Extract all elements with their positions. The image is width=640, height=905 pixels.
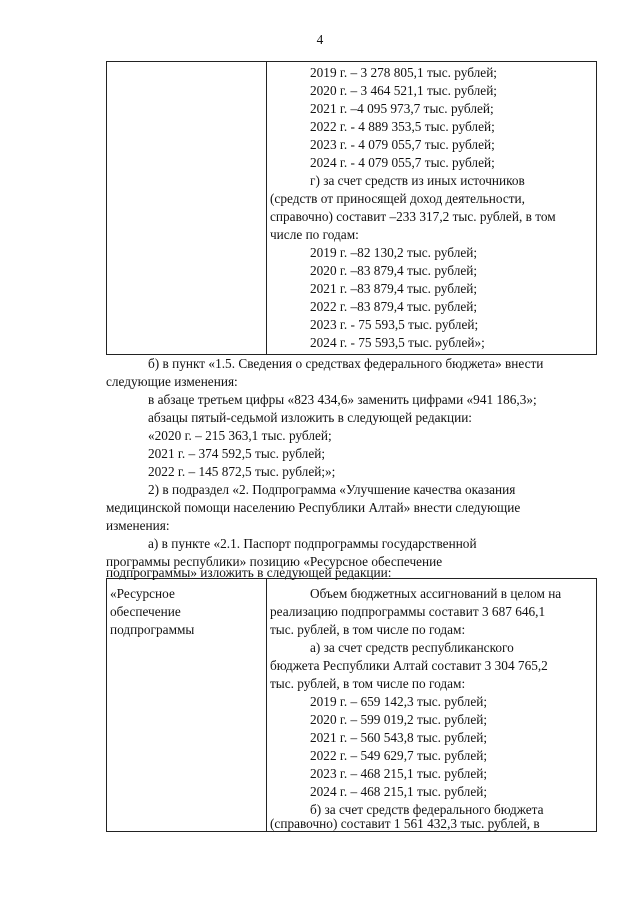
table-line: 2021 г. – 560 543,8 тыс. рублей; — [310, 730, 488, 745]
table-line: 2024 г. – 468 215,1 тыс. рублей; — [310, 784, 488, 799]
table-label-line: «Ресурсное — [110, 586, 175, 601]
table-line: 2023 г. - 75 593,5 тыс. рублей; — [310, 317, 479, 332]
table-line: 2024 г. - 75 593,5 тыс. рублей»; — [310, 335, 485, 350]
table-line: 2023 г. – 468 215,1 тыс. рублей; — [310, 766, 488, 781]
table-line: Объем бюджетных ассигнований в целом на — [310, 586, 562, 601]
paragraph-line: 2) в подраздел «2. Подпрограмма «Улучшение качества оказания — [148, 482, 516, 497]
table-line: 2019 г. –82 130,2 тыс. рублей; — [310, 245, 478, 260]
table-line: 2021 г. –83 879,4 тыс. рублей; — [310, 281, 478, 296]
paragraph-line: абзацы пятый-седьмой изложить в следующей редакции: — [148, 410, 473, 425]
paragraph-line: б) в пункт «1.5. Сведения о средствах федерального бюджета» внести — [148, 356, 544, 371]
table-line: (средств от приносящей доход деятельности, — [270, 191, 525, 206]
table-line: б) за счет средств федерального бюджета — [310, 802, 544, 817]
table-line: числе по годам: — [270, 227, 359, 242]
paragraph-line: изменения: — [106, 518, 170, 533]
table-line: 2019 г. – 659 142,3 тыс. рублей; — [310, 694, 488, 709]
table-line: справочно) составит –233 317,2 тыс. рублей, в том — [270, 209, 556, 224]
table-line: тыс. рублей, в том числе по годам: — [270, 622, 466, 637]
table-line: тыс. рублей, в том числе по годам: — [270, 676, 466, 691]
table-left-cell — [107, 579, 267, 831]
table-line: бюджета Республики Алтай составит 3 304 765,2 — [270, 658, 548, 673]
table-line: 2020 г. – 599 019,2 тыс. рублей; — [310, 712, 488, 727]
table-line: а) за счет средств республиканского — [310, 640, 514, 655]
paragraph-line: программы республики» позицию «Ресурсное обеспечение — [106, 554, 443, 569]
table-line: 2023 г. - 4 079 055,7 тыс. рублей; — [310, 137, 495, 152]
page-number: 4 — [316, 32, 324, 47]
table-line: 2021 г. –4 095 973,7 тыс. рублей; — [310, 101, 494, 116]
paragraph-line: 2022 г. – 145 872,5 тыс. рублей;»; — [148, 464, 336, 479]
paragraph-line: в абзаце третьем цифры «823 434,6» заменить цифрами «941 186,3»; — [148, 392, 537, 407]
paragraph-line: подпрограммы» изложить в следующей редакции: — [106, 565, 392, 580]
table-line: 2022 г. - 4 889 353,5 тыс. рублей; — [310, 119, 495, 134]
table-label-line: обеспечение — [110, 604, 181, 619]
resource-table — [106, 578, 597, 832]
table-label-line: подпрограммы — [110, 622, 195, 637]
table-line: г) за счет средств из иных источников — [310, 173, 525, 188]
paragraph-line: 2021 г. – 374 592,5 тыс. рублей; — [148, 446, 326, 461]
table-line: реализацию подпрограммы составит 3 687 646,1 — [270, 604, 546, 619]
table-line: 2022 г. –83 879,4 тыс. рублей; — [310, 299, 478, 314]
table-line: 2020 г. –83 879,4 тыс. рублей; — [310, 263, 478, 278]
paragraph-line: следующие изменения: — [106, 374, 238, 389]
table-line: 2020 г. – 3 464 521,1 тыс. рублей; — [310, 83, 497, 98]
resource-table-continued — [106, 61, 597, 355]
paragraph-line: медицинской помощи населению Республики Алтай» внести следующие — [106, 500, 521, 515]
table-line: 2019 г. – 3 278 805,1 тыс. рублей; — [310, 65, 497, 80]
paragraph-line: а) в пункте «2.1. Паспорт подпрограммы государственной — [148, 536, 477, 551]
paragraph-line: «2020 г. – 215 363,1 тыс. рублей; — [148, 428, 332, 443]
table-left-cell — [107, 62, 267, 354]
table-line: 2024 г. - 4 079 055,7 тыс. рублей; — [310, 155, 495, 170]
table-line: 2022 г. – 549 629,7 тыс. рублей; — [310, 748, 488, 763]
table-line: (справочно) составит 1 561 432,3 тыс. рублей, в — [270, 816, 540, 831]
